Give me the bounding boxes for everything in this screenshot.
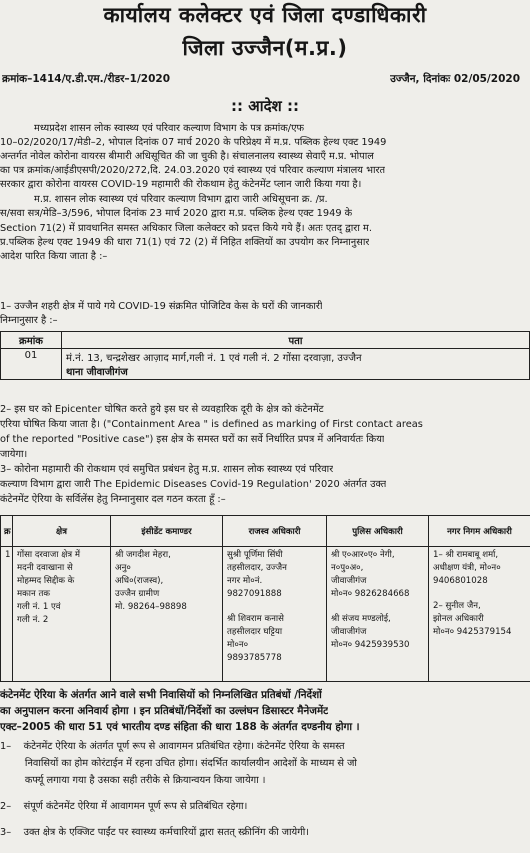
intro-line: 10–02/2020/17/मेडी–2, भोपाल दिनांक 07 मार्च 2020 के परिप्रेक्ष्य में म.प्र. पब्लिक हेल्थ एक्ट 1949 [0, 137, 387, 148]
intro-line: स/सवा सत्र/मेडि–3/596, भोपाल दिनांक 23 मार्च 2020 द्वारा म.प्र. पब्लिक हेल्थ एक्ट 1949 के [0, 208, 353, 219]
surveillance-team-table [0, 515, 530, 682]
revenue-line: सुश्री पूर्णिमा सिंघी [227, 550, 283, 560]
intro-line: अन्तर्गत नोवेल कोरोना वायरस बीमारी अधिसूचित की जा चुकी है। संचालनालय स्वास्थ्य सेवाएँ म.प्र. भोपाल [0, 151, 374, 162]
municipal-line: 2– सुनील जैन, [433, 601, 481, 611]
municipal-line: 1– श्री रामबाबू शर्मा, [433, 550, 499, 560]
police-line: श्री संजय मण्डलोई, [331, 614, 391, 624]
intro-line: सरकार द्वारा कोरोना वायरस COVID-19 महामारी की रोकथाम हेतु कंटेनमेंट प्लान जारी किया गया है। [0, 179, 362, 190]
team-table-header: इंसीडेंट कमाण्डर [111, 516, 223, 547]
revenue-phone: 9827091888 [227, 589, 282, 599]
area-line: गली नं. 2 [17, 615, 49, 625]
team-table-header: क्षेत्र [13, 516, 111, 547]
municipal-phone: 9406801028 [433, 576, 488, 586]
point-3-line: कंटेनमेंट ऐरिया के सर्विलेंस हेतु निम्नानुसार दल गठन करता हूँ :– [0, 494, 226, 505]
restriction-line: कर्फ्यू लगाया गया है उसका सही तरीके से क्रियान्वयन किया जायेगा । [0, 775, 266, 786]
point-3-line: 3– कोरोना महामारी की रोकथाम एवं समुचित प्रबंधन हेतु म.प्र. शासन लोक स्वास्थ्य एवं परिवार [0, 464, 334, 475]
commander-phone: मो. 98264–98898 [115, 602, 187, 612]
intro-line: का पत्र क्रमांक/आईडीएसपी/2020/272,दि. 24.03.2020 एवं स्वास्थ्य एवं परिवार कल्याण मंत्रालय भारत [0, 165, 386, 176]
commander-line: अधि०(राजस्व), [115, 576, 164, 586]
area-line: गली नं. 1 एवं [17, 602, 61, 612]
municipal-line: झोनल अधिकारी [433, 614, 484, 624]
commander-line: अनु० [115, 563, 131, 573]
intro-line: म.प्र. शासन लोक स्वास्थ्य एवं परिवार कल्याण विभाग द्वारा जारी अधिसूचना क्र. /प्र. [34, 194, 328, 205]
municipal-line: अधीक्षण यंत्री, मो०न० [433, 563, 501, 573]
area-line: मकान तक [17, 589, 50, 599]
district-header: जिला उज्जैन(म.प्र.) [182, 36, 348, 60]
incident-commander-cell [111, 547, 223, 682]
point-1-line: 1– उज्जैन शहरी क्षेत्र में पाये गये COVID-19 संक्रमित पोजिटिव केस के घरों की जानकारी [0, 301, 323, 312]
team-table-header: पुलिस अधिकारी [327, 516, 429, 547]
police-line: न०पु०अ०, [331, 563, 364, 573]
revenue-line: नगर मो०नं. [227, 576, 263, 586]
point-3-line: कल्याण विभाग द्वारा जारी The Epidemic Diseases Covid-19 Regulation' 2020 अंतर्गत उक्त [0, 479, 387, 490]
police-line: श्री ए०आर०ए० नेगी, [331, 550, 395, 560]
point-2-line: of the reported "Positive case") इस क्षेत्र के समस्त घरों का सर्वे निर्धारित प्रपत्र में अनिवार्यतः किया [0, 434, 385, 445]
order-date: उज्जैन, दिनांकः 02/05/2020 [390, 73, 520, 85]
revenue-line: तहसीलदार, उज्जैन [227, 563, 287, 573]
compliance-line: एक्ट–2005 की धारा 51 एवं भारतीय दण्ड संहिता की धारा 188 के अंतर्गत दण्डनीय होगा । [0, 721, 360, 733]
police-line: जीवाजीगंज [331, 627, 367, 637]
order-title: :: आदेश :: [231, 97, 299, 115]
restriction-line: 3– उक्त क्षेत्र के एक्जिट पाईंट पर स्वास्थ्य कर्मचारियों द्वारा सतत् स्क्रीनिंग की जायेगी। [0, 827, 310, 838]
address-serial: 01 [1, 349, 62, 380]
office-header: कार्यालय कलेक्टर एवं जिला दण्डाधिकारी [103, 3, 427, 27]
police-phone: मो०न० 9826284668 [331, 589, 410, 599]
revenue-line: तहसीलदार घट्टिया [227, 627, 283, 637]
intro-line: आदेश पारित किया जाता है :– [0, 251, 108, 262]
point-2-line: जायेगा। [0, 449, 28, 460]
spacer [331, 601, 424, 613]
police-line: जीवाजीगंज [331, 576, 367, 586]
team-serial: 1 [1, 547, 13, 682]
area-line: गोंसा दरवाजा क्षेत्र में [17, 550, 81, 560]
spacer [227, 601, 322, 613]
revenue-phone: 9893785778 [227, 653, 282, 663]
address-table-header: क्रमांक [1, 332, 62, 349]
address-table-header: पता [62, 332, 530, 349]
police-officer-cell [327, 547, 429, 682]
team-table-header: राजस्व अधिकारी [223, 516, 327, 547]
area-line: मदनी दवाखाना से [17, 563, 73, 573]
address-cell [62, 349, 530, 380]
table-row [1, 547, 530, 682]
commander-line: श्री जगदीश मेहरा, [115, 550, 171, 560]
municipal-officer-cell [429, 547, 530, 682]
intro-line: प्र.पब्लिक हेल्थ एक्ट 1949 की धारा 71(1) एवं 72 (2) में निहित शक्तियों का उपयोग कर निम्नानुसार [0, 237, 370, 248]
reference-number: क्रमांक–1414/ए.डी.एम./रीडर–1/2020 [2, 73, 171, 85]
intro-line: मध्यप्रदेश शासन लोक स्वास्थ्य एवं परिवार कल्याण विभाग के पत्र क्रमांक/एफ [34, 123, 305, 134]
address-table [0, 331, 530, 380]
area-cell [13, 547, 111, 682]
police-station: थाना जीवाजीगंज [66, 367, 128, 378]
spacer [433, 588, 526, 600]
point-2-line: एरिया घोषित किया जाता है। ("Containment Area " is defined as marking of First contact areas [0, 419, 423, 430]
table-row [1, 349, 530, 380]
restriction-line: निवासियों का होम कोरंटाईन में रहना उचित होगा। संदर्भित कार्यालयीन आदेशों के माध्यम से जो [0, 758, 357, 769]
point-2-line: 2– इस घर को Epicenter घोषित करते हुये इस घर से व्यवहारिक दूरी के क्षेत्र को कंटेनमेंट [0, 404, 324, 415]
team-table-header: क्र [1, 516, 13, 547]
address-line: मं.नं. 13, चन्द्रशेखर आज़ाद मार्ग,गली नं. 1 एवं गली नं. 2 गोंसा दरवाज़ा, उज्जैन [66, 353, 362, 364]
point-1-line: निम्नानुसार है :– [0, 315, 58, 326]
team-table-header: नगर निगम अधिकारी [429, 516, 530, 547]
intro-line: Section 71(2) में प्रावधानित समस्त अधिकार जिला कलेक्टर को प्रदत्त किये गये हैं। अतः एतद् द्वारा म. [0, 223, 372, 234]
restriction-line: 1– कंटेनमेंट ऐरिया के अंतर्गत पूर्ण रूप से आवागमन प्रतिबंधित रहेगा। कंटेनमेंट ऐरिया के समस्त [0, 741, 345, 752]
municipal-phone: मो०न० 9425379154 [433, 627, 512, 637]
area-line: मोहम्मद सिद्दीक के [17, 576, 75, 586]
commander-line: उज्जैन ग्रामीण [115, 589, 160, 599]
compliance-line: का अनुपालन करना अनिवार्य होगा । इन प्रतिबंधों/निर्देशों का उल्लंघन डिसास्टर मैनेजमेंट [0, 705, 329, 717]
revenue-officer-cell [223, 547, 327, 682]
police-phone: मो०न० 9425939530 [331, 640, 410, 650]
revenue-line: मो०न० [227, 640, 249, 650]
revenue-line: श्री शिवराम कनासे [227, 614, 284, 624]
compliance-line: कंटेनमेंट ऐरिया के अंतर्गत आने वाले सभी निवासियों को निम्नलिखित प्रतिबंधों /निर्देशों [0, 689, 322, 701]
restriction-line: 2– संपूर्ण कंटेनमेंट ऐरिया में आवागमन पूर्ण रूप से प्रतिबंधित रहेगा। [0, 801, 248, 812]
